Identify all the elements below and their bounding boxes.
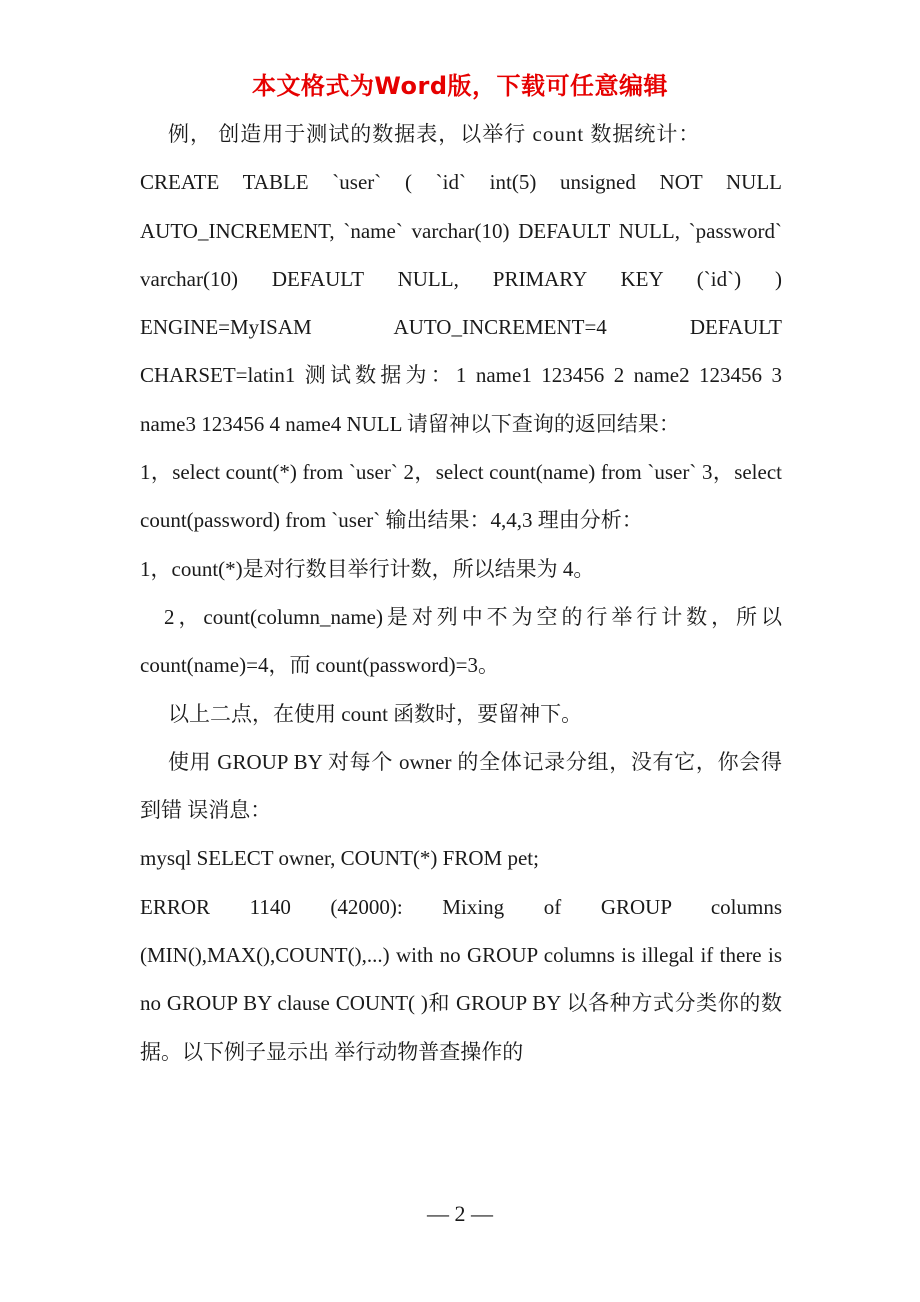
page-number: — 2 — <box>427 1201 493 1226</box>
paragraph-count-column: 2，count(column_name)是对列中不为空的行举行计数，所以 count(name)=4，而 count(password)=3。 <box>140 604 782 678</box>
paragraph-error: ERROR 1140 (42000): Mixing of GROUP columns (MIN(),MAX(),COUNT(),...) with no GROUP columns is illegal if there is no GROUP BY clause COUNT( )和 GROUP BY 以各种方式分类你的数据。以下例子显示出 举行动物普查操作的 <box>140 894 782 1064</box>
document-banner: 本文格式为Word版，下载可任意编辑 <box>251 72 669 100</box>
paragraph-queries: 1，select count(*) from `user` 2，select count(name) from `user` 3，select count(password) from `user` 输出结果：4,4,3 理由分析： <box>140 460 782 533</box>
paragraph-create-table: CREATE TABLE `user` ( `id` int(5) unsigned NOT NULL AUTO_INCREMENT, `name` varchar(10) DEFAULT NULL, `password` varchar(10) DEFAULT NULL, PRIMARY KEY (`id`) ) ENGINE=MyISAM AUTO_INCREMENT=4 DEFAULT CHARSET=latin1 测试数据为：1 name1 123456 2 name2 123456 3 name3 123456 4 name4 NULL 请留神以下查询的返回结果： <box>140 170 782 436</box>
paragraph-count-star: 1，count(*)是对行数目举行计数，所以结果为 4。 <box>140 556 595 581</box>
paragraph-intro: 例， 创造用于测试的数据表，以举行 count 数据统计： <box>168 122 701 146</box>
paragraph-note: 以上二点，在使用 count 函数时，要留神下。 <box>168 701 583 726</box>
paragraph-mysql-query: mysql SELECT owner, COUNT(*) FROM pet; <box>140 846 539 871</box>
paragraph-group-by: 使用 GROUP BY 对每个 owner 的全体记录分组，没有它，你会得到错 误消息： <box>140 749 782 823</box>
document-body <box>140 110 782 1076</box>
